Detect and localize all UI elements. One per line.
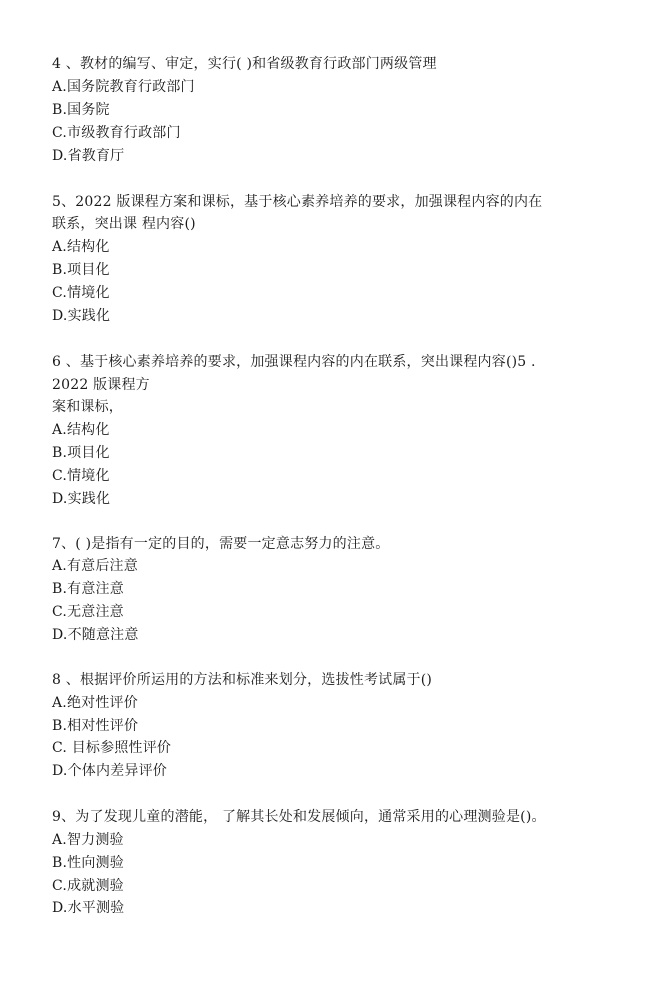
question-4-option-a: A.国务院教育行政部门 bbox=[52, 79, 195, 95]
question-8-stem: 8 、根据评价所运用的方法和标准来划分，选拔性考试属于() bbox=[52, 672, 433, 688]
question-7-option-c: C.无意注意 bbox=[52, 604, 124, 620]
question-6-stem-line-1: 6 、基于核心素养培养的要求，加强课程内容的内在联系，突出课程内容()5 . bbox=[52, 354, 536, 370]
question-5-option-d: D.实践化 bbox=[52, 308, 111, 324]
question-5-stem-line-1: 5、2022 版课程方案和课标，基于核心素养培养的要求，加强课程内容的内在 bbox=[52, 194, 543, 210]
question-9-option-b: B.性向测验 bbox=[52, 855, 124, 871]
question-6-option-b: B.项目化 bbox=[52, 445, 110, 461]
question-8-option-b: B.相对性评价 bbox=[52, 718, 139, 734]
question-5-option-a: A.结构化 bbox=[52, 239, 110, 255]
question-9-option-d: D.水平测验 bbox=[52, 900, 125, 916]
question-4-option-c: C.市级教育行政部门 bbox=[52, 125, 181, 141]
question-7-option-a: A.有意后注意 bbox=[52, 558, 138, 574]
question-6-option-d: D.实践化 bbox=[52, 491, 111, 507]
question-9-stem: 9、为了发现儿童的潜能， 了解其长处和发展倾向，通常采用的心理测验是()。 bbox=[52, 809, 546, 825]
question-8-option-a: A.绝对性评价 bbox=[52, 695, 138, 711]
question-9-option-a: A.智力测验 bbox=[52, 832, 124, 848]
question-6-stem-line-2: 2022 版课程方 bbox=[52, 377, 150, 393]
question-9-option-c: C.成就测验 bbox=[52, 878, 124, 894]
question-6-option-c: C.情境化 bbox=[52, 468, 110, 484]
question-4-stem: 4 、教材的编写、审定，实行( )和省级教育行政部门两级管理 bbox=[52, 56, 437, 72]
question-7-option-b: B.有意注意 bbox=[52, 581, 124, 597]
question-5-stem-line-2: 联系，突出课 程内容() bbox=[52, 216, 196, 232]
question-5-option-c: C.情境化 bbox=[52, 285, 110, 301]
question-8-option-c: C. 目标参照性评价 bbox=[52, 740, 172, 756]
question-4-option-d: D.省教育厅 bbox=[52, 148, 125, 164]
question-8-option-d: D.个体内差异评价 bbox=[52, 763, 167, 779]
question-6-stem-line-3: 案和课标， bbox=[52, 399, 123, 415]
question-5-option-b: B.项目化 bbox=[52, 262, 110, 278]
question-7-option-d: D.不随意注意 bbox=[52, 627, 139, 643]
question-7-stem: 7、( )是指有一定的目的，需要一定意志努力的注意。 bbox=[52, 536, 390, 552]
question-6-option-a: A.结构化 bbox=[52, 422, 110, 438]
question-4-option-b: B.国务院 bbox=[52, 102, 110, 118]
